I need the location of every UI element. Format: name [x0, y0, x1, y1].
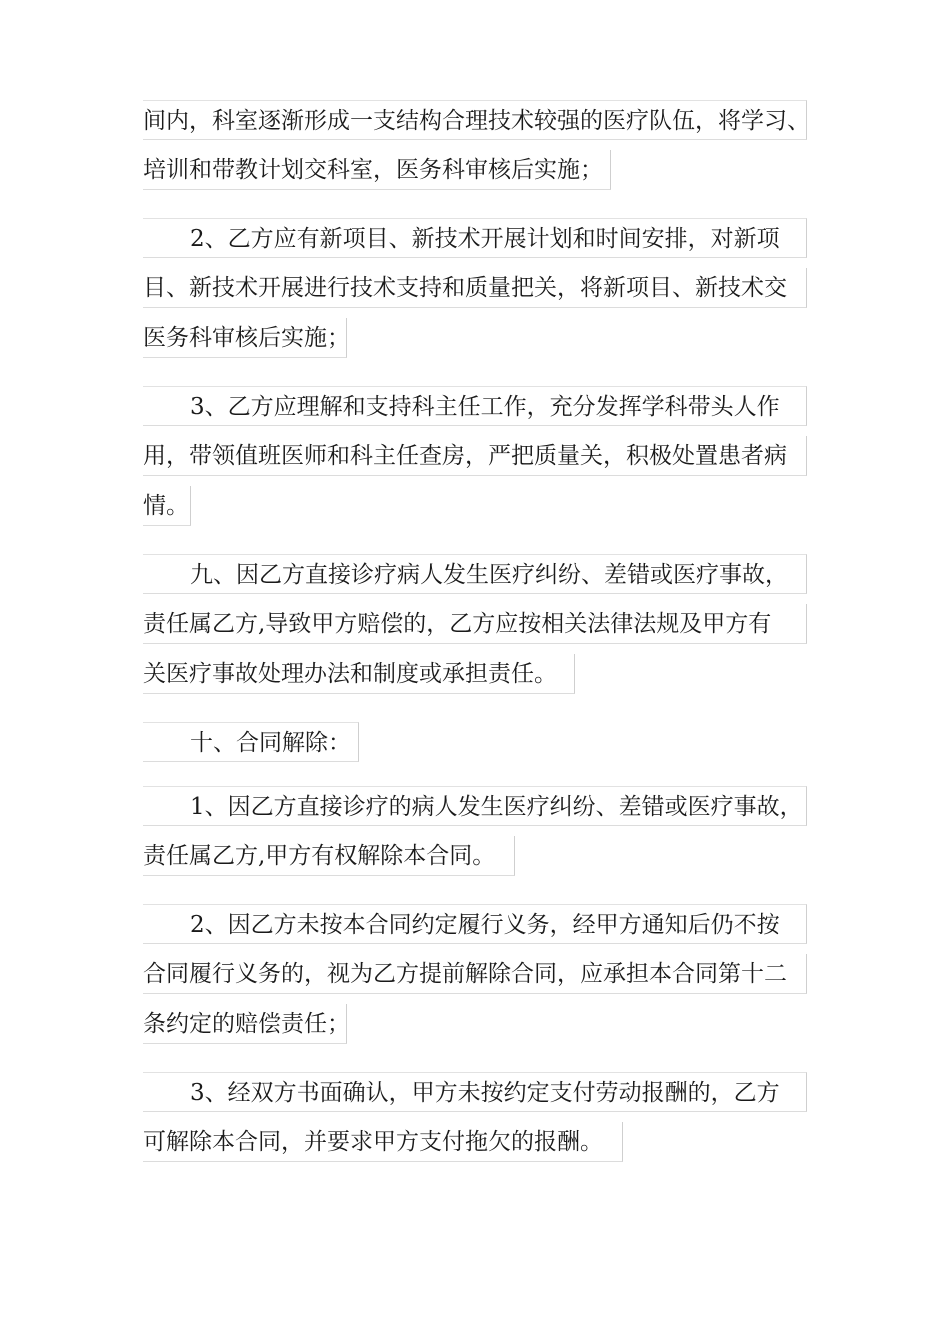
text-line: 2、因乙方未按本合同约定履行义务，经甲方通知后仍不按 — [143, 904, 807, 944]
text-line: 情。 — [143, 486, 191, 526]
text-line: 合同履行义务的，视为乙方提前解除合同，应承担本合同第十二 — [143, 954, 807, 994]
text-line: 3、乙方应理解和支持科主任工作，充分发挥学科带头人作 — [143, 386, 807, 426]
text-line: 九、因乙方直接诊疗病人发生医疗纠纷、差错或医疗事故， — [143, 554, 807, 594]
section-heading: 十、合同解除： — [143, 722, 359, 762]
text-line: 责任属乙方,导致甲方赔偿的，乙方应按相关法律法规及甲方有 — [143, 604, 807, 644]
text-line: 1、因乙方直接诊疗的病人发生医疗纠纷、差错或医疗事故， — [143, 786, 807, 826]
text-line: 责任属乙方,甲方有权解除本合同。 — [143, 836, 515, 876]
text-line: 3、经双方书面确认，甲方未按约定支付劳动报酬的，乙方 — [143, 1072, 807, 1112]
text-line: 用，带领值班医师和科主任查房，严把质量关，积极处置患者病 — [143, 436, 807, 476]
text-line: 医务科审核后实施； — [143, 318, 347, 358]
text-line: 目、新技术开展进行技术支持和质量把关，将新项目、新技术交 — [143, 268, 807, 308]
text-line: 可解除本合同，并要求甲方支付拖欠的报酬。 — [143, 1122, 623, 1162]
text-line: 培训和带教计划交科室，医务科审核后实施； — [143, 150, 611, 190]
text-line: 间内，科室逐渐形成一支结构合理技术较强的医疗队伍，将学习、 — [143, 100, 807, 140]
text-line: 关医疗事故处理办法和制度或承担责任。 — [143, 654, 575, 694]
text-line: 2、乙方应有新项目、新技术开展计划和时间安排，对新项 — [143, 218, 807, 258]
text-line: 条约定的赔偿责任； — [143, 1004, 347, 1044]
